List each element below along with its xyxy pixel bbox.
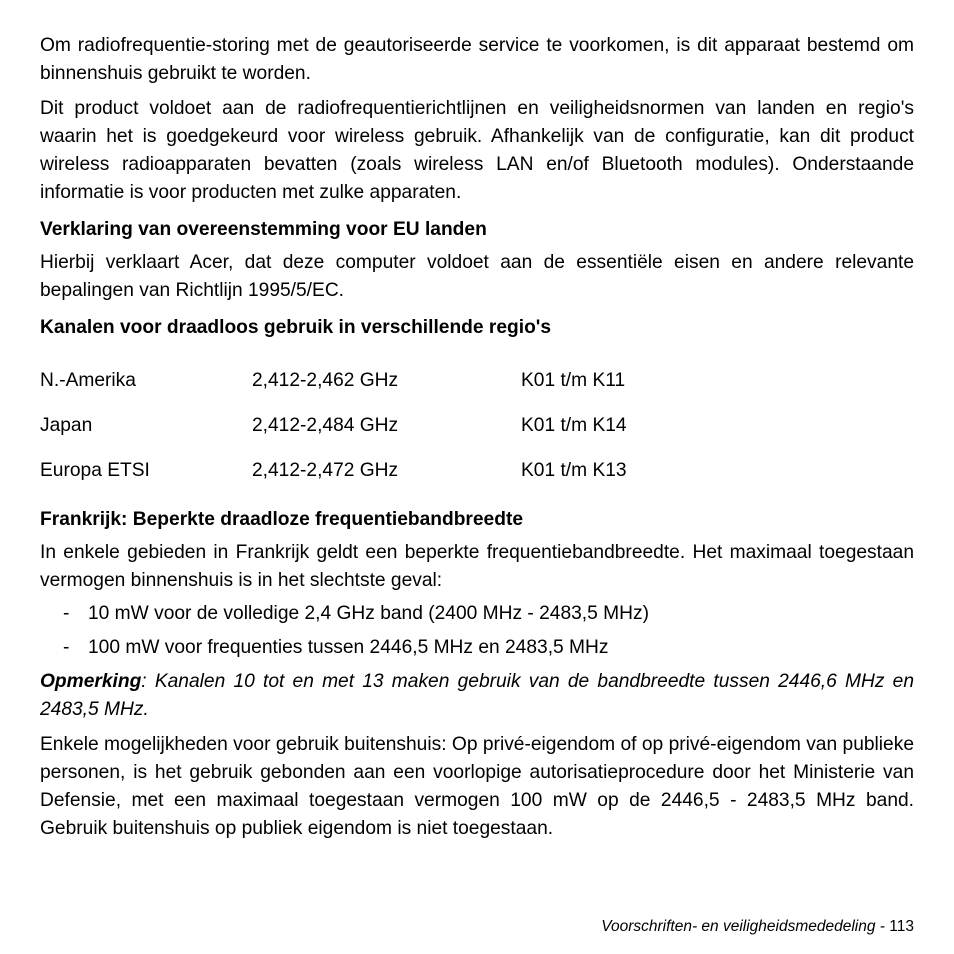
paragraph-rf-interference: Om radiofrequentie-storing met de geautoriseerde service te voorkomen, is dit apparaat bestemd om binnenshuis gebruikt te worden. bbox=[40, 35, 914, 84]
region-cell: N.-Amerika bbox=[40, 369, 136, 391]
table-row bbox=[40, 448, 721, 493]
heading-wireless-channels: Kanalen voor draadloos gebruik in verschillende regio's bbox=[40, 317, 552, 338]
channel-cell: K01 t/m K13 bbox=[521, 459, 627, 481]
channels-table bbox=[40, 358, 721, 493]
frequency-cell: 2,412-2,472 GHz bbox=[252, 459, 399, 481]
list-bullet: - bbox=[63, 603, 70, 624]
page-footer bbox=[601, 917, 914, 937]
paragraph-rf-compliance: Dit product voldoet aan de radiofrequentierichtlijnen en veiligheidsnormen van landen en regio's waarin het is goedgekeurd voor wireless gebruik. Afhankelijk van de configuratie, kan dit product wireless radioapparaten bevatten (zoals wireless LAN en/of Bluetooth modules). Onderstaande informatie is voor producten met zulke apparaten. bbox=[40, 98, 914, 203]
footer-title: Voorschriften- en veiligheidsmededeling - bbox=[601, 918, 885, 935]
list-item-text: 100 mW voor frequenties tussen 2446,5 MHz en 2483,5 MHz bbox=[88, 637, 609, 658]
channel-cell: K01 t/m K14 bbox=[521, 414, 627, 436]
note-text: : Kanalen 10 tot en met 13 maken gebruik van de bandbreedte tussen 2446,6 MHz en 2483,5 MHz. bbox=[40, 671, 914, 720]
paragraph-eu-declaration: Hierbij verklaart Acer, dat deze computer voldoet aan de essentiële eisen en andere relevante bepalingen van Richtlijn 1995/5/EC. bbox=[40, 252, 914, 301]
paragraph-france-intro: In enkele gebieden in Frankrijk geldt een beperkte frequentiebandbreedte. Het maximaal toegestaan vermogen binnenshuis is in het slechtste geval: bbox=[40, 542, 914, 591]
frequency-cell: 2,412-2,484 GHz bbox=[252, 414, 399, 436]
heading-eu-declaration: Verklaring van overeenstemming voor EU landen bbox=[40, 219, 487, 240]
frequency-cell: 2,412-2,462 GHz bbox=[252, 369, 399, 391]
table-row bbox=[40, 358, 721, 403]
list-bullet: - bbox=[63, 637, 70, 658]
table-row bbox=[40, 403, 721, 448]
region-cell: Europa ETSI bbox=[40, 459, 150, 481]
document-page bbox=[40, 32, 914, 843]
paragraph-outdoor-use: Enkele mogelijkheden voor gebruik buitenshuis: Op privé-eigendom of op privé-eigendom van publieke personen, is het gebruik gebonden aan een voorlopige autorisatieprocedure door het Ministerie van Defensie, met een maximaal toegestaan vermogen 100 mW op de 2446,5 - 2483,5 MHz band. Gebruik buitenshuis op publiek eigendom is niet toegestaan. bbox=[40, 734, 914, 839]
region-cell: Japan bbox=[40, 414, 93, 436]
list-item bbox=[40, 600, 914, 628]
heading-france-restrictions: Frankrijk: Beperkte draadloze frequentiebandbreedte bbox=[40, 509, 524, 530]
note-paragraph bbox=[40, 668, 914, 724]
note-label: Opmerking bbox=[40, 671, 142, 692]
power-limits-list bbox=[40, 600, 914, 662]
channel-cell: K01 t/m K11 bbox=[521, 369, 626, 391]
page-number: 113 bbox=[889, 918, 914, 935]
list-item bbox=[40, 634, 914, 662]
list-item-text: 10 mW voor de volledige 2,4 GHz band (2400 MHz - 2483,5 MHz) bbox=[88, 603, 649, 624]
